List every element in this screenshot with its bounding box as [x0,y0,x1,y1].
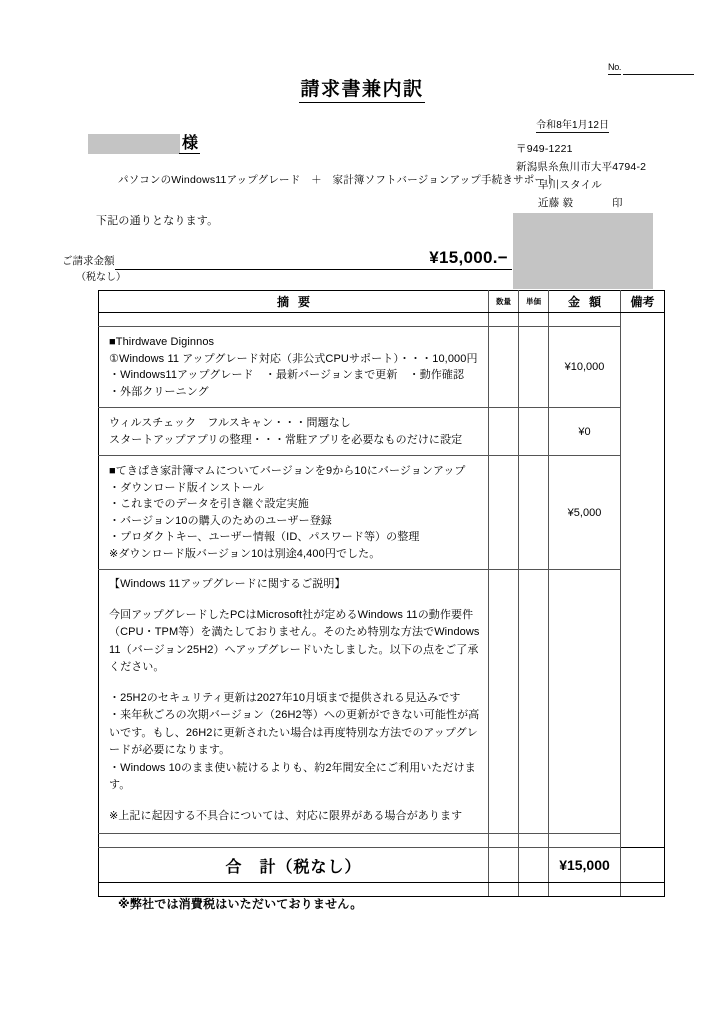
item-unit-price [519,327,549,408]
explanation-row [99,570,665,834]
billing-amount-underline [115,248,513,270]
item-line: ■Thirdwave Diginnos [109,336,215,348]
total-remarks [621,848,665,883]
item-line: ・これまでのデータを引き継ぐ設定実施 [109,498,309,510]
bottom-remarks [621,883,665,897]
total-label: 合 計（税なし） [99,848,489,883]
item-description [99,456,489,570]
item-line: ・ダウンロード版インストール [109,481,264,494]
service-summary: パソコンのWindows11アップグレード ＋ 家計簿ソフトバージョンアップ手続きサポート [118,174,556,186]
item-unit-price [519,456,549,570]
explanation-paragraph: ・Windows 10のまま使い続けるよりも、約2年間安全にご利用いただけます。 [109,761,476,791]
supplier-block [516,140,646,212]
item-remarks [621,327,665,408]
explanation-paragraph: 今回アップグレードしたPCはMicrosoft社が定めるWindows 11の動作要件（CPU・TPM等）を満たしておりません。そのため特別な方法でWindows 11（バージョン25H2）へアップグレードいたしました。以下の点をご了承ください。 [109,608,480,673]
billing-amount-label: ご請求金額 [62,255,115,267]
total-quantity [489,848,519,883]
item-remarks [621,408,665,456]
item-description [99,327,489,408]
explanation-quantity [489,570,519,834]
intro-text: 下記の通りとなります。 [96,215,219,227]
bottom-amount [549,883,621,897]
addressee-suffix: 様 [179,135,200,154]
supplier-person-name: 近藤 毅 [538,197,574,209]
supplier-postal-code: 〒949-1221 [516,143,573,155]
spacer-remarks [621,834,665,848]
seal-mark-icon: 印 [612,197,623,209]
spacer-quantity [489,313,519,327]
table-spacer-row [99,834,665,848]
item-line: ■てきぱき家計簿マムについてバージョンを9から10にバージョンアップ [109,465,466,477]
spacer-remarks [621,313,665,327]
column-header-description: 摘要 [99,291,489,313]
item-quantity [489,327,519,408]
issue-date: 令和8年1月12日 [536,116,609,133]
explanation-paragraph: ※上記に起因する不具合については、対応に限界がある場合があります [109,809,463,822]
column-header-amount: 金額 [549,291,621,313]
document-number-label: No. [608,62,621,75]
item-unit-price [519,408,549,456]
explanation-remarks [621,570,665,834]
table-row [99,408,665,456]
billing-amount-row [62,248,512,270]
spacer-amount [549,313,621,327]
column-header-quantity: 数量 [489,291,519,313]
table-spacer-row [99,313,665,327]
item-line: スタートアップアプリの整理・・・常駐アプリを必要なものだけに設定 [109,433,463,446]
item-line: ※ダウンロード版バージョン10は別途4,400円でした。 [109,547,381,560]
explanation-unit-price [519,570,549,834]
item-quantity [489,456,519,570]
bottom-unit-price [519,883,549,897]
column-header-unit-price: 単価 [519,291,549,313]
item-line: ・プロダクトキー、ユーザー情報（ID、パスワード等）の整理 [109,531,420,543]
spacer-unit-price [519,834,549,848]
item-amount: ¥0 [549,408,621,456]
item-quantity [489,408,519,456]
supplier-company: 早川スタイル [538,179,602,191]
item-line: ウィルスチェック フルスキャン・・・問題なし [109,417,351,429]
supplier-address: 新潟県糸魚川市大平4794-2 [516,161,647,173]
item-amount: ¥5,000 [549,456,621,570]
spacer-quantity [489,834,519,848]
seal-stamp-redaction [513,213,653,289]
items-table [98,290,665,897]
spacer-description [99,313,489,327]
supplier-person-row [516,194,646,212]
item-line: ・外部クリーニング [109,385,209,398]
total-row [99,848,665,883]
item-remarks [621,456,665,570]
explanation-paragraph: ・来年秋ごろの次期バージョン（26H2等）への更新ができない可能性が高いです。もし、26H2に更新されたい場合は再度特別な方法でのアップグレードが必要になります。 [109,709,480,756]
item-amount: ¥10,000 [549,327,621,408]
billing-amount-value: ¥15,000.− [429,248,508,267]
item-line: ・Windows11アップグレード ・最新バージョンまで更新 ・動作確認 [109,369,465,381]
item-description [99,408,489,456]
addressee-name-redaction [88,134,180,154]
table-row [99,327,665,408]
bottom-quantity [489,883,519,897]
explanation-description [99,570,489,834]
item-line: ・バージョン10の購入のためのユーザー登録 [109,514,332,527]
addressee [88,134,200,154]
total-amount: ¥15,000 [549,848,621,883]
billing-tax-note: （税なし） [76,272,126,283]
spacer-description [99,834,489,848]
explanation-paragraph: ・25H2のセキュリティ更新は2027年10月頃まで提供される見込みです [109,691,461,704]
column-header-remarks: 備考 [621,291,665,313]
explanation-amount [549,570,621,834]
footer-note: ※弊社では消費税はいただいておりません。 [118,897,363,911]
table-header-row [99,291,665,313]
item-line: ①Windows 11 アップグレード対応（非公式CPUサポート）・・・10,000円 [109,352,478,365]
page-title [0,74,724,101]
explanation-heading: 【Windows 11アップグレードに関するご説明】 [109,578,346,590]
explanation-block [99,570,488,833]
total-unit-price [519,848,549,883]
spacer-unit-price [519,313,549,327]
page-title-text: 請求書兼内訳 [299,79,424,103]
table-row [99,456,665,570]
spacer-amount [549,834,621,848]
